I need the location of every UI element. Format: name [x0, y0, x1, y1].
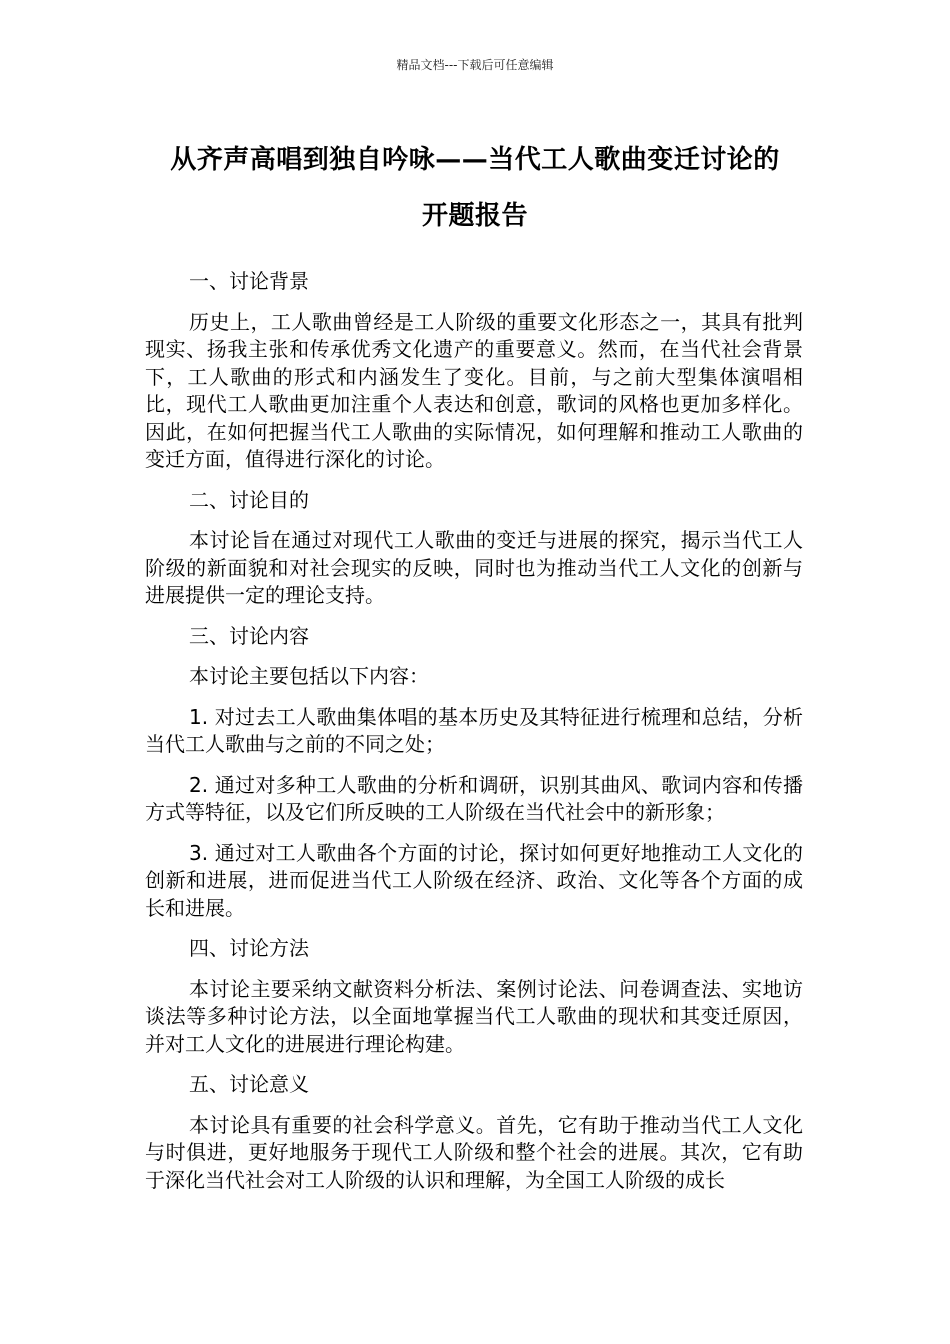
title-line-2: 开题报告 — [421, 201, 528, 231]
header-note: 精品文档---下载后可任意编辑 — [396, 58, 554, 72]
paragraph-significance: 本讨论具有重要的社会科学意义。首先，它有助于推动当代工人文化与时俱进，更好地服务于现代工人阶级和整个社会的进展。其次，它有助于深化当代社会对工人阶级的认识和理解，为全国工人阶级的成长 — [145, 1112, 803, 1192]
document-title — [120, 132, 830, 244]
list-item-content-2: 2. 通过对多种工人歌曲的分析和调研，识别其曲风、歌词内容和传播方式等特征，以及它们所反映的工人阶级在当代社会中的新形象； — [145, 772, 803, 824]
section-heading-purpose: 二、讨论目的 — [189, 487, 309, 512]
paragraph-purpose: 本讨论旨在通过对现代工人歌曲的变迁与进展的探究，揭示当代工人阶级的新面貌和对社会现实的反映，同时也为推动当代工人文化的创新与进展提供一定的理论支持。 — [145, 528, 803, 607]
title-line-1: 从齐声高唱到独自吟咏——当代工人歌曲变迁讨论的 — [170, 145, 780, 175]
paragraph-content-intro: 本讨论主要包括以下内容： — [189, 664, 429, 688]
section-heading-background: 一、讨论背景 — [189, 269, 309, 293]
section-heading-method: 四、讨论方法 — [189, 936, 309, 960]
paragraph-background: 历史上，工人歌曲曾经是工人阶级的重要文化形态之一，其具有批判现实、扬我主张和传承优秀文化遗产的重要意义。然而，在当代社会背景下，工人歌曲的形式和内涵发生了变化。目前，与之前大型集体演唱相比，现代工人歌曲更加注重个人表达和创意，歌词的风格也更加多样化。因此，在如何把握当代工人歌曲的实际情况，如何理解和推动工人歌曲的变迁方面，值得进行深化的讨论。 — [145, 309, 803, 471]
section-heading-content: 三、讨论内容 — [189, 623, 309, 648]
list-item-content-1: 1. 对过去工人歌曲集体唱的基本历史及其特征进行梳理和总结，分析当代工人歌曲与之前的不同之处； — [145, 704, 803, 756]
paragraph-method: 本讨论主要采纳文献资料分析法、案例讨论法、问卷调查法、实地访谈法等多种讨论方法，以全面地掌握当代工人歌曲的现状和其变迁原因，并对工人文化的进展进行理论构建。 — [145, 976, 803, 1056]
section-heading-significance: 五、讨论意义 — [189, 1072, 309, 1096]
list-item-content-3: 3. 通过对工人歌曲各个方面的讨论，探讨如何更好地推动工人文化的创新和进展，进而促进当代工人阶级在经济、政治、文化等各个方面的成长和进展。 — [145, 840, 803, 920]
document-body — [145, 268, 803, 1207]
